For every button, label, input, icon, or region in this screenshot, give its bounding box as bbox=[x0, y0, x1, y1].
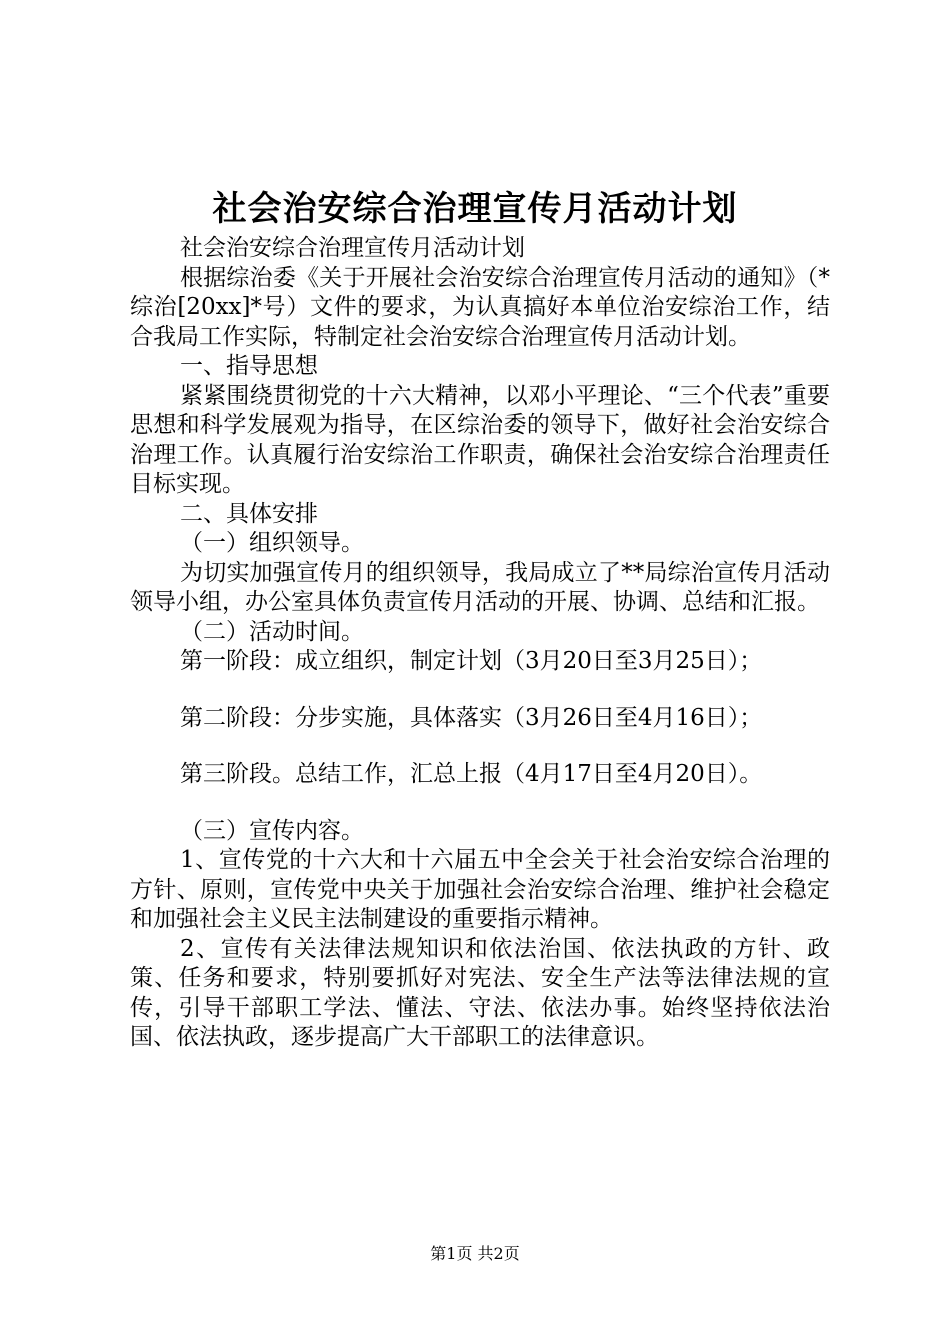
phase-two-line: 第二阶段：分步实施，具体落实（3月26日至4月16日）； bbox=[180, 704, 763, 731]
organization-paragraph: 为切实加强宣传月的组织领导，我局成立了**局综治宣传月活动领导小组，办公室具体负责宣传月活动的开展、协调、总结和汇报。 bbox=[130, 559, 830, 615]
document-body bbox=[130, 234, 830, 1053]
subtitle-paragraph: 社会治安综合治理宣传月活动计划 bbox=[180, 235, 525, 261]
page-footer: 第1页 共2页 bbox=[430, 1244, 520, 1263]
subheading-activity-time: （二）活动时间。 bbox=[180, 618, 364, 645]
content-item-1: 1、宣传党的十六大和十六届五中全会关于社会治安综合治理的方针、原则，宣传党中央关于加强社会治安综合治理、维护社会稳定和加强社会主义民主法制建设的重要指示精神。 bbox=[130, 847, 830, 932]
guiding-thought-paragraph: 紧紧围绕贯彻党的十六大精神，以邓小平理论、“三个代表”重要思想和科学发展观为指导，在区综治委的领导下，做好社会治安综合治理工作。认真履行治安综治工作职责，确保社会治安综合治理责任目标实现。 bbox=[130, 382, 830, 497]
content-item-2: 2、宣传有关法律法规知识和依法治国、依法执政的方针、政策、任务和要求，特别要抓好对宪法、安全生产法等法律法规的宣传，引导干部职工学法、懂法、守法、依法办事。始终坚持依法治国、依法执政，逐步提高广大干部职工的法律意识。 bbox=[130, 935, 830, 1050]
subheading-publicity-content: （三）宣传内容。 bbox=[180, 817, 364, 844]
phase-three-line: 第三阶段。总结工作，汇总上报（4月17日至4月20日）。 bbox=[180, 761, 763, 787]
section-heading-guiding-thought: 一、指导思想 bbox=[180, 353, 318, 379]
phase-one-line: 第一阶段：成立组织，制定计划（3月20日至3月25日）； bbox=[180, 648, 763, 674]
document-title: 社会治安综合治理宣传月活动计划 bbox=[212, 189, 738, 229]
intro-paragraph: 根据综治委《关于开展社会治安综合治理宣传月活动的通知》（*综治[20xx]*号）文件的要求，为认真搞好本单位治安综治工作，结合我局工作实际，特制定社会治安综合治理宣传月活动计划。 bbox=[130, 264, 830, 350]
subheading-organization: （一）组织领导。 bbox=[180, 530, 364, 556]
section-heading-specific-arrangements: 二、具体安排 bbox=[180, 500, 318, 527]
